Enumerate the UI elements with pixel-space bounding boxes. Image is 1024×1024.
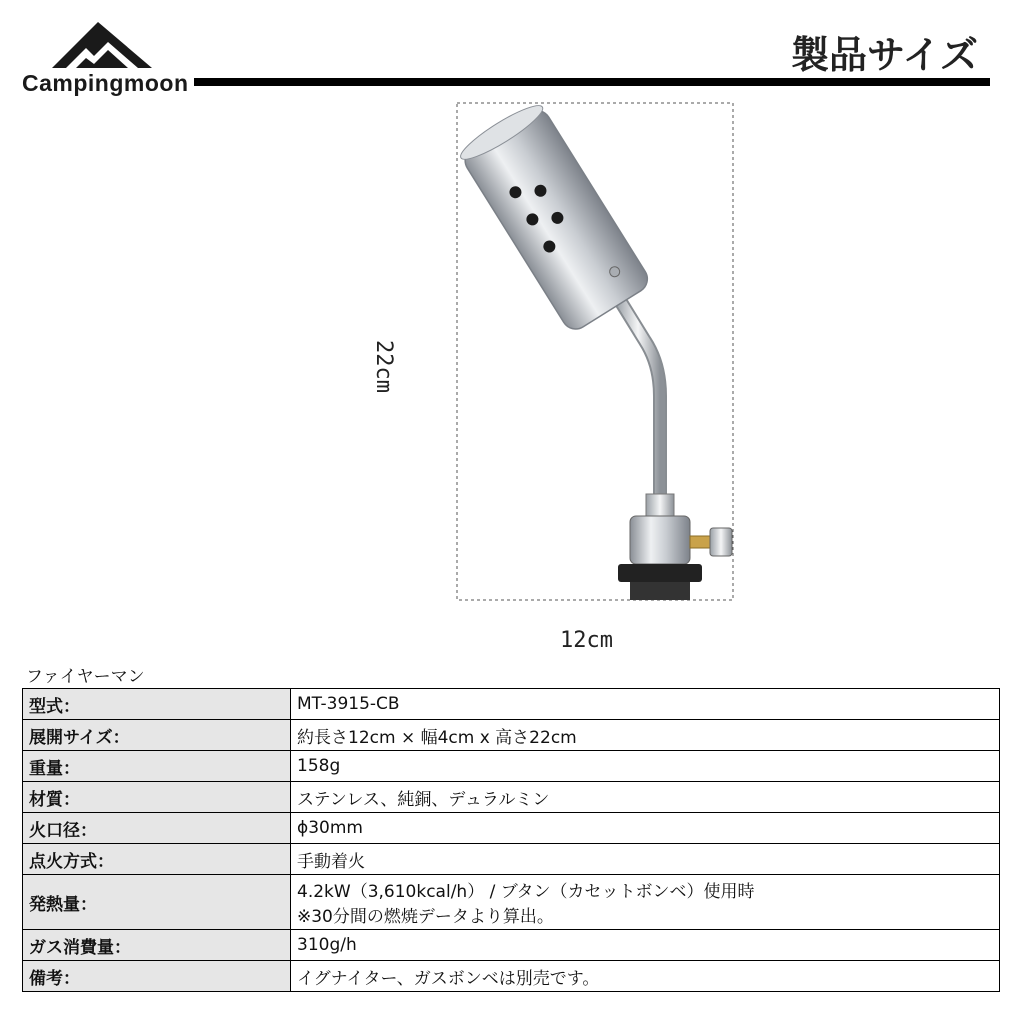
product-image [440,96,760,616]
spec-key: 点火方式： [23,844,291,875]
spec-value: ϕ30mm [291,813,1000,844]
table-row [23,930,1000,961]
table-row [23,720,1000,751]
spec-value [291,875,1000,930]
spec-key: ガス消費量： [23,930,291,961]
spec-value: MT-3915-CB [291,689,1000,720]
spec-value: 158g [291,751,1000,782]
brand-name: Campingmoon [22,70,189,96]
spec-value: 手動着火 [291,844,1000,875]
product-name: ファイヤーマン [26,667,145,687]
header-divider [194,78,990,86]
spec-value: 310g/h [291,930,1000,961]
spec-key: 型式： [23,689,291,720]
brand-logo [22,20,189,100]
table-row [23,782,1000,813]
spec-key: 備考： [23,961,291,992]
spec-value: イグナイター、ガスボンベは別売です。 [291,961,1000,992]
spec-key: 火口径： [23,813,291,844]
mountain-logo-icon [52,20,152,68]
spec-value-line: 4.2kW（3,610kcal/h） / ブタン（カセットボンベ）使用時 [297,882,755,902]
spec-value: ステンレス、純銅、デュラルミン [291,782,1000,813]
spec-key: 展開サイズ： [23,720,291,751]
table-row [23,751,1000,782]
table-row [23,813,1000,844]
table-row [23,844,1000,875]
page-title: 製品サイズ [791,33,978,77]
width-dimension: 12cm [560,628,613,653]
height-dimension: 22cm [371,340,396,393]
spec-key: 材質： [23,782,291,813]
table-row [23,875,1000,930]
table-row [23,961,1000,992]
spec-value-note: ※30分間の燃焼データより算出。 [297,907,554,927]
spec-value: 約長さ12cm × 幅4cm x 高さ22cm [291,720,1000,751]
spec-key: 重量： [23,751,291,782]
spec-table [22,688,1000,992]
table-row [23,689,1000,720]
spec-key: 発熱量： [23,875,291,930]
